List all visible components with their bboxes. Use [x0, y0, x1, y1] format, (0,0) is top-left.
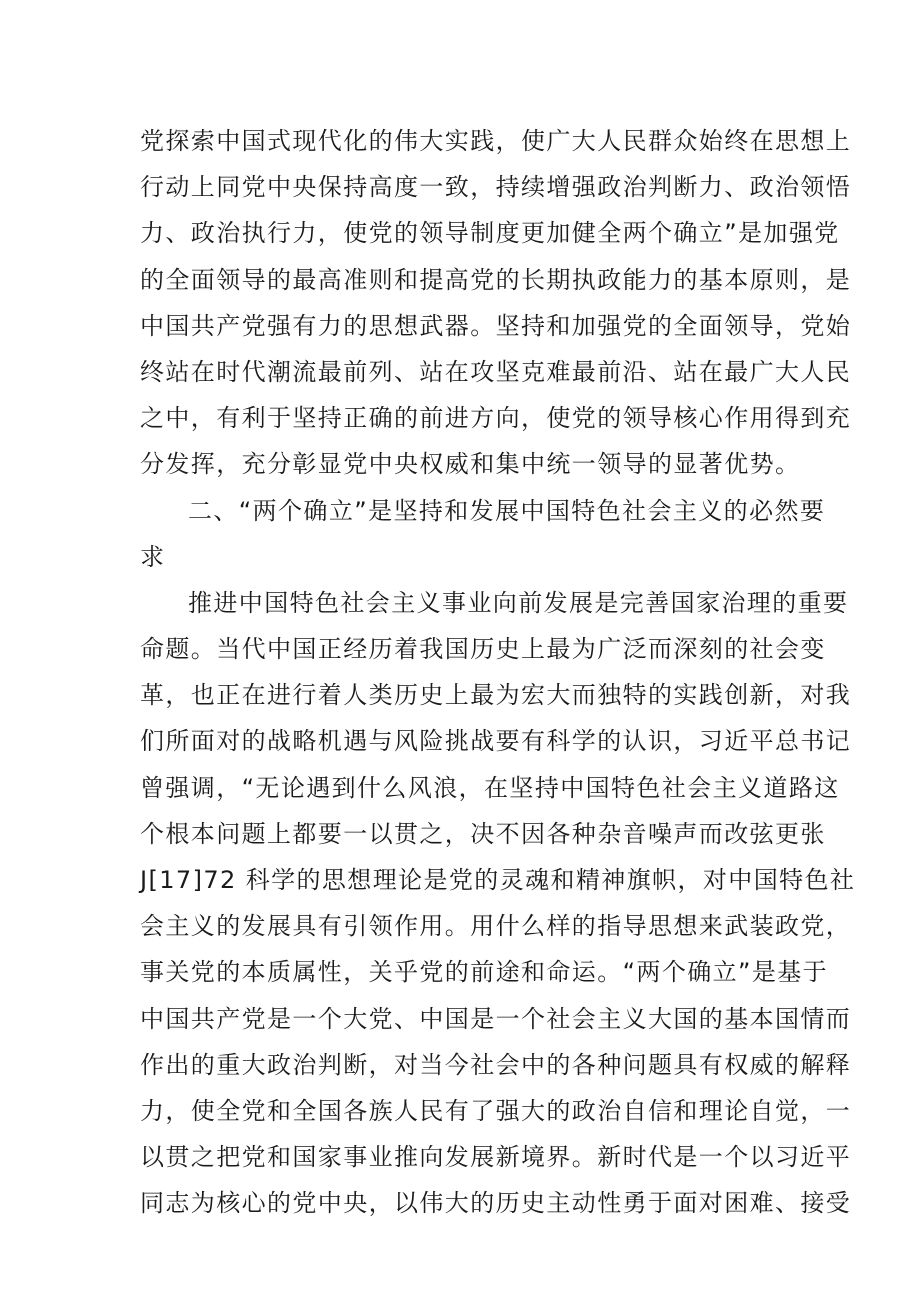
body-text: [140, 118, 856, 1227]
text-line: J[17]72 科学的思想理论是党的灵魂和精神旗帜，对中国特色社: [140, 866, 856, 894]
text-line: 中国共产党是一个大党、中国是一个社会主义大国的基本国情而: [140, 1004, 852, 1033]
text-line: 以贯之把党和国家事业推向发展新境界。新时代是一个以习近平: [140, 1143, 852, 1172]
text-line: 同志为核心的党中央，以伟大的历史主动性勇于面对困难、接受: [140, 1189, 852, 1218]
text-line: 曾强调，“无论遇到什么风浪，在坚持中国特色社会主义道路这: [140, 773, 840, 802]
text-line: 个根本问题上都要一以贯之，决不因各种杂音噪声而改弦更张: [140, 819, 826, 848]
text-line: 力，使全党和全国各族人民有了强大的政治自信和理论自觉，一: [140, 1096, 852, 1125]
text-line: 分发挥，充分彰显党中央权威和集中统一领导的显著优势。: [140, 450, 801, 479]
text-line: 革，也正在进行着人类历史上最为宏大而独特的实践创新，对我: [140, 681, 852, 710]
text-line: 中国共产党强有力的思想武器。坚持和加强党的全面领导，党始: [140, 311, 852, 340]
text-line: 推进中国特色社会主义事业向前发展是完善国家治理的重要: [188, 588, 849, 617]
text-line: 之中，有利于坚持正确的前进方向，使党的领导核心作用得到充: [140, 404, 852, 433]
section-heading-line: 二、“两个确立”是坚持和发展中国特色社会主义的必然要: [188, 496, 826, 525]
text-line: 作出的重大政治判断，对当今社会中的各种问题具有权威的解释: [140, 1050, 852, 1079]
text-line: 命题。当代中国正经历着我国历史上最为广泛而深刻的社会变: [140, 635, 826, 664]
text-line: 的全面领导的最高准则和提高党的长期执政能力的基本原则，是: [140, 265, 852, 294]
text-line: 们所面对的战略机遇与风险挑战要有科学的认识，习近平总书记: [140, 727, 852, 756]
text-line: 党探索中国式现代化的伟大实践，使广大人民群众始终在思想上: [140, 127, 852, 155]
text-line: 行动上同党中央保持高度一致，持续增强政治判断力、政治领悟: [140, 173, 852, 202]
text-line: 会主义的发展具有引领作用。用什么样的指导思想来武装政党，: [140, 912, 852, 941]
text-line: 力、政治执行力，使党的领导制度更加健全两个确立”是加强党: [140, 219, 840, 248]
text-line: 终站在时代潮流最前列、站在攻坚克难最前沿、站在最广大人民: [140, 357, 852, 386]
section-heading-line: 求: [140, 542, 166, 571]
text-line: 事关党的本质属性，关乎党的前途和命运。“两个确立”是基于: [140, 958, 829, 987]
